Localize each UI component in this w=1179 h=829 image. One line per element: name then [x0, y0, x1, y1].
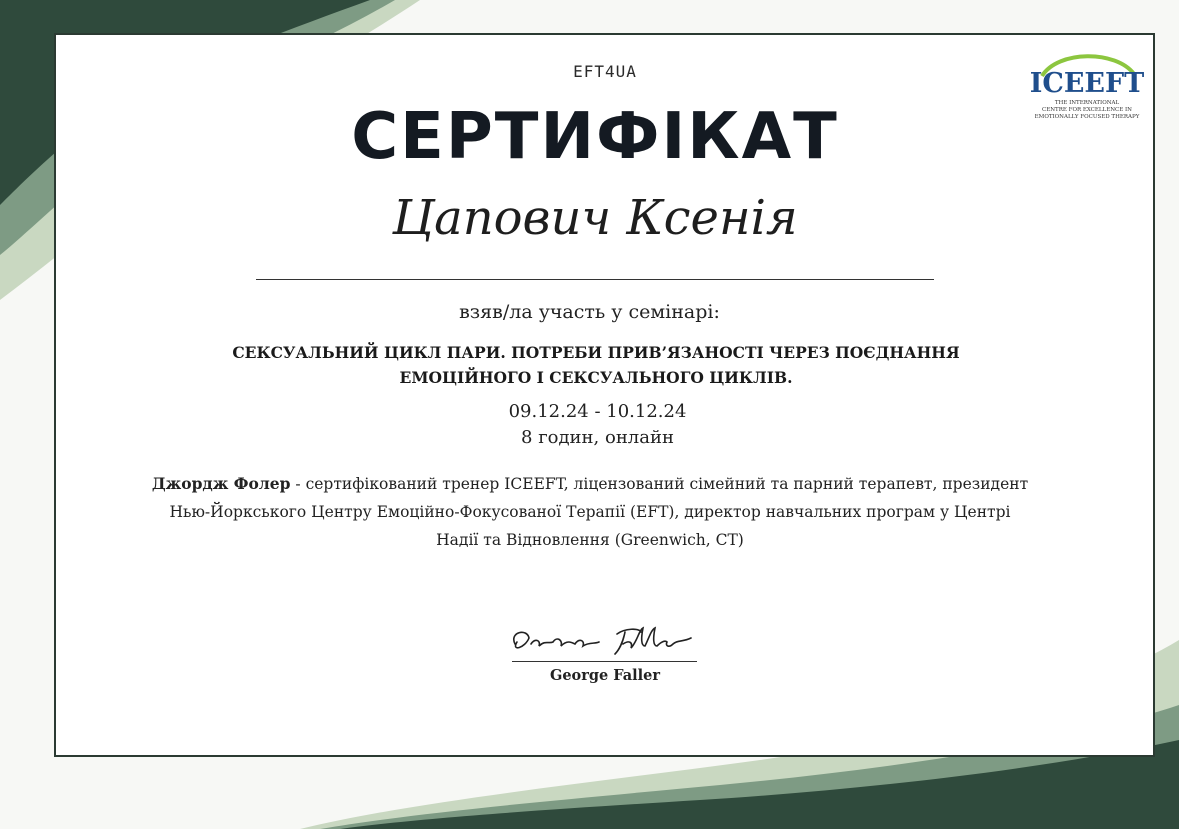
logo-tagline-3: EMOTIONALLY FOCUSED THERAPY: [1034, 114, 1140, 120]
seminar-dates: 09.12.24 - 10.12.24: [508, 401, 687, 422]
signature-line: [512, 661, 697, 662]
seminar-duration: 8 годин, онлайн: [521, 427, 674, 448]
signature-image: [505, 622, 705, 662]
participation-text: взяв/ла участь у семінарі:: [459, 301, 720, 323]
logo-tagline-1: THE INTERNATIONAL: [1054, 100, 1120, 106]
seminar-title: СЕКСУАЛЬНИЙ ЦИКЛ ПАРИ. ПОТРЕБИ ПРИВ’ЯЗАНОСТІ ЧЕРЕЗ ПОЄДНАННЯ ЕМОЦІЙНОГО І СЕКСУАЛЬНОГО ЦИКЛІВ.: [232, 343, 960, 387]
name-underline: [256, 279, 934, 280]
trainer-name: Джордж Фолер: [151, 474, 291, 493]
logo-name: ICEEFT: [1029, 68, 1145, 99]
seminar-schedule: [0, 399, 1179, 451]
recipient-name: Цапович Ксенія: [392, 190, 798, 246]
logo-tagline-2: CENTRE FOR EXCELLENCE IN: [1042, 107, 1132, 113]
organization-name: EFT4UA: [573, 62, 637, 81]
trainer-description: - сертифікований тренер ICEEFT, ліцензований сімейний та парний терапевт, президент Нью-Йоркського Центру Емоційно-Фокусованої Терапії (EFT), директор навчальних програм у Центрі Надії та Відновлення (Greenwich, CT): [169, 475, 1029, 549]
certificate-title: СЕРТИФІКАТ: [351, 100, 839, 174]
trainer-bio: [150, 470, 1030, 554]
signatory-name: George Faller: [549, 667, 661, 684]
